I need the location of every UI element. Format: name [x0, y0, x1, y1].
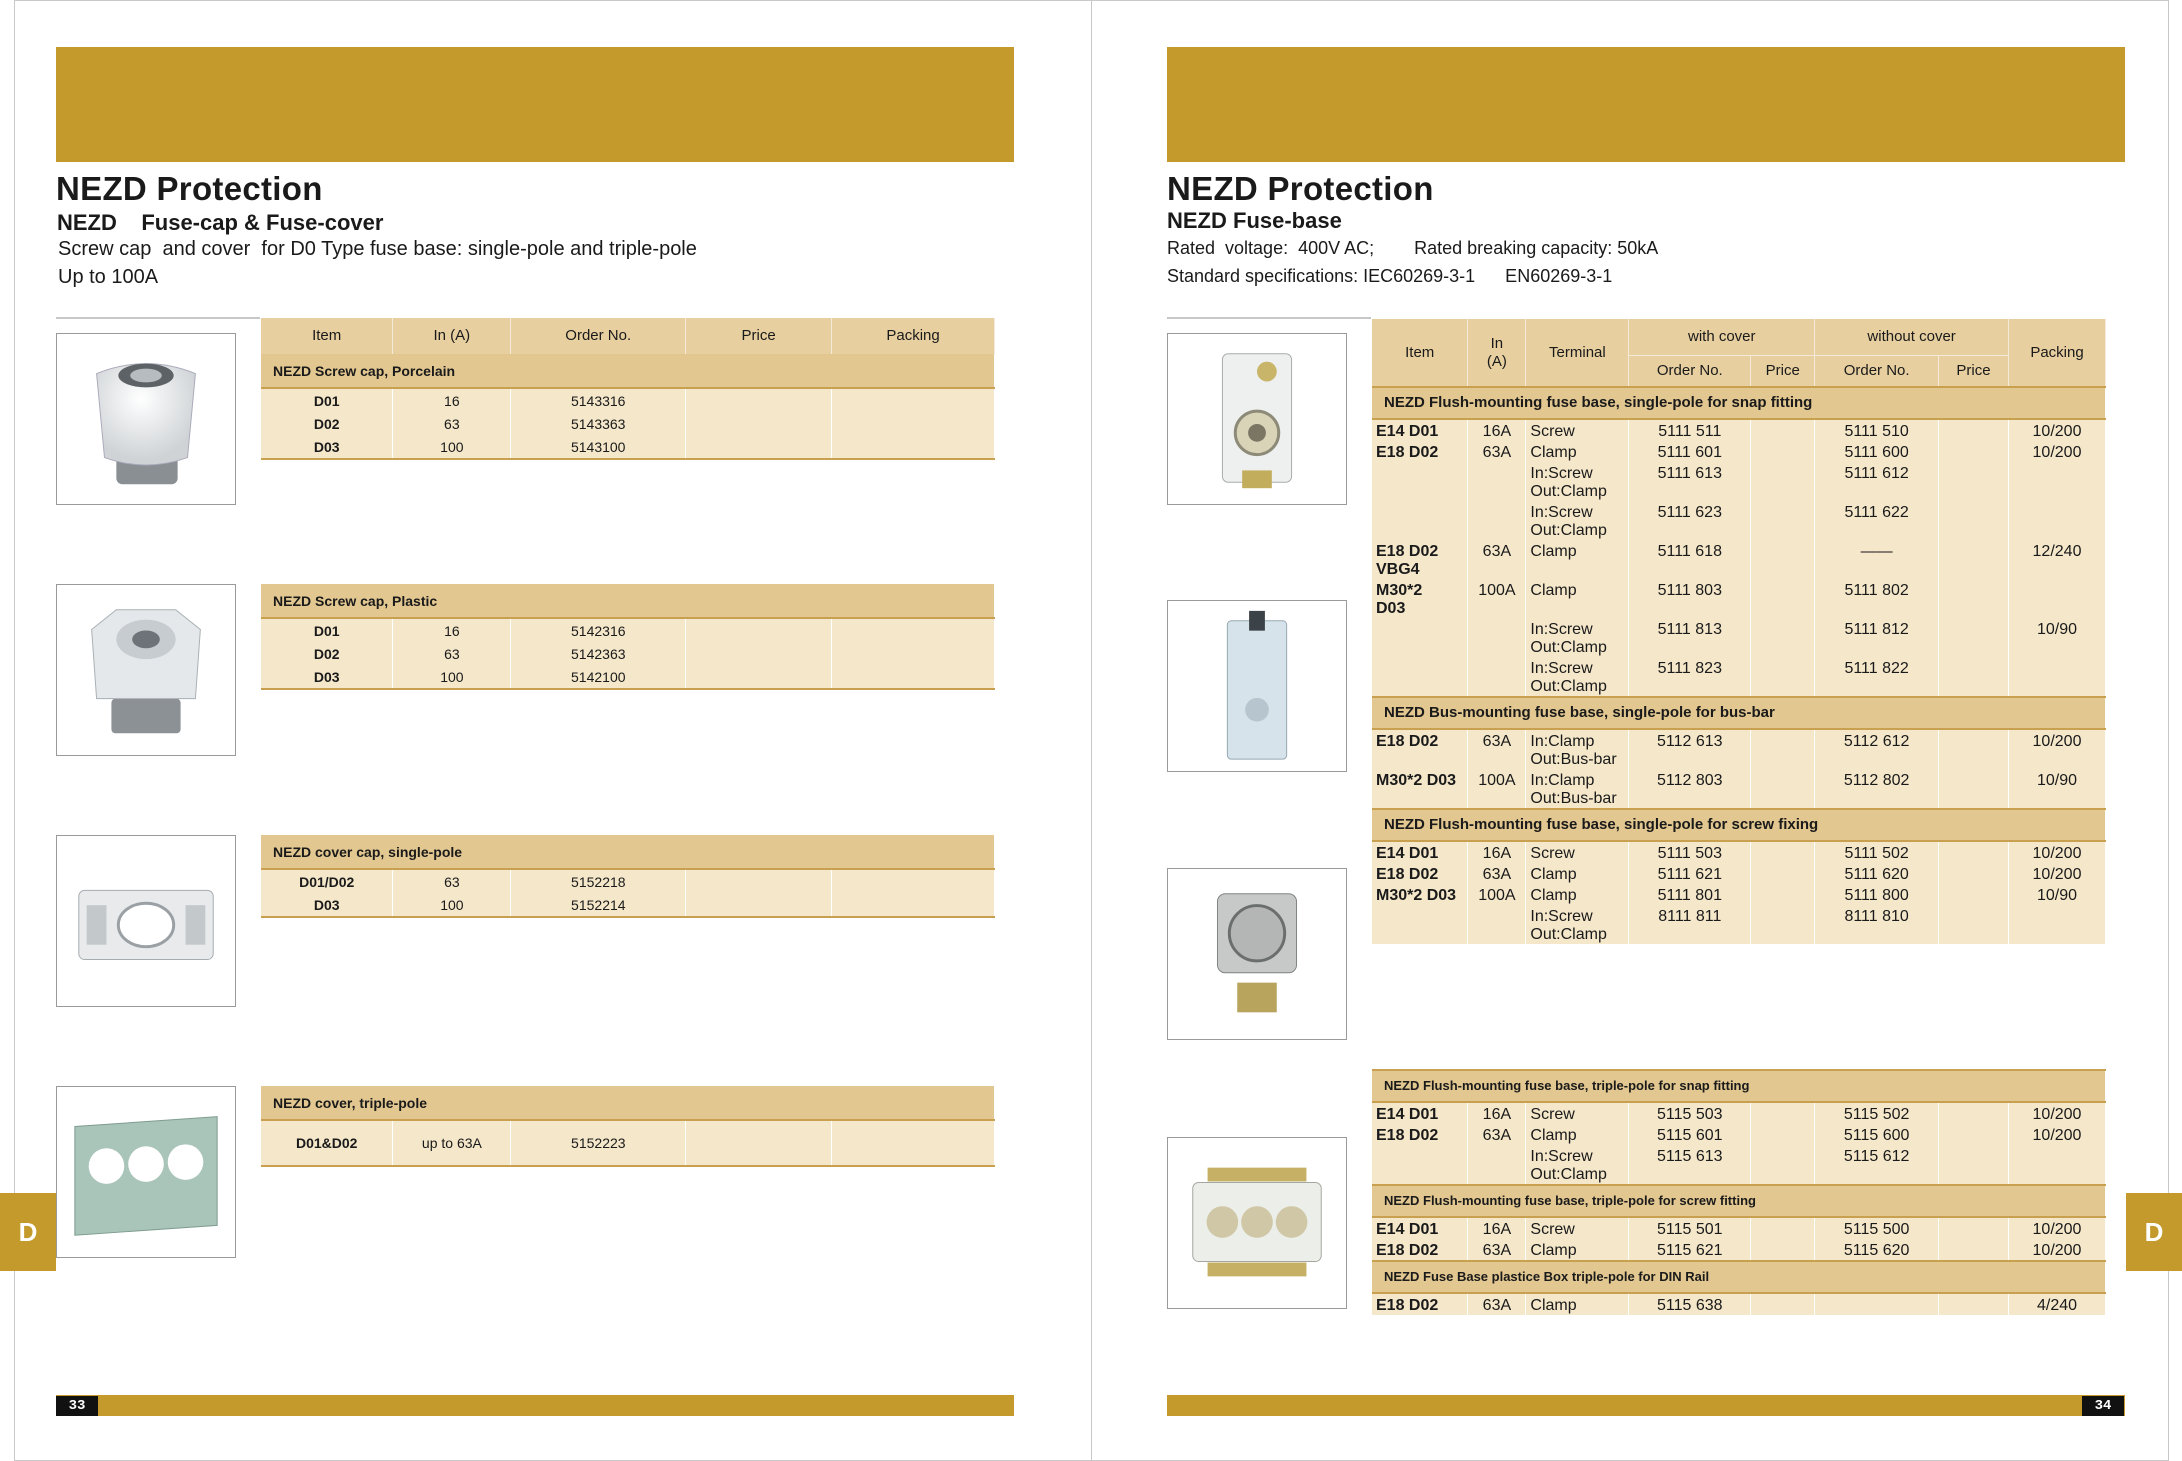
- section-title: NEZD Bus-mounting fuse base, single-pole for bus-bar: [1372, 697, 2106, 729]
- order-no-without-cover-cell: 5111 600: [1815, 441, 1939, 462]
- order-no-with-cover-cell: 5111 623: [1629, 501, 1751, 540]
- terminal-cell: In:Clamp Out:Bus-bar: [1526, 729, 1629, 769]
- order-no-without-cover-cell: 5111 622: [1815, 501, 1939, 540]
- right-footer-bar: [1167, 1395, 2125, 1416]
- item-cell: E14 D01: [1372, 841, 1468, 863]
- table-cell: D01/D02: [261, 869, 393, 893]
- price-cell: [1939, 501, 2009, 540]
- section-title: NEZD Flush-mounting fuse base, triple-pole for snap fitting: [1372, 1070, 2106, 1102]
- terminal-cell: Screw: [1526, 1102, 1629, 1124]
- table-cell: 5152223: [511, 1120, 686, 1166]
- price-cell: [1939, 540, 2009, 579]
- price-cell: [1751, 540, 1815, 579]
- single-pole-cover-cap-image: [56, 835, 236, 1007]
- packing-cell: 10/200: [2009, 863, 2106, 884]
- item-cell: E18 D02: [1372, 863, 1468, 884]
- table-cell: 5143100: [511, 435, 686, 459]
- triple-pole-fuse-base-table: [1372, 1069, 2106, 1315]
- table-row: [1372, 905, 2106, 944]
- item-cell: E14 D01: [1372, 419, 1468, 441]
- item-cell: [1372, 657, 1468, 697]
- order-no-with-cover-cell: 8111 811: [1629, 905, 1751, 944]
- column-header-price: Price: [686, 318, 832, 354]
- table-row: [1372, 884, 2106, 905]
- divider: [1167, 317, 1371, 319]
- table-row: [1372, 501, 2106, 540]
- order-no-with-cover-cell: 5115 501: [1629, 1217, 1751, 1239]
- price-cell: [1751, 841, 1815, 863]
- price-cell: [1751, 729, 1815, 769]
- column-header-packing: Packing: [2009, 319, 2106, 387]
- order-no-without-cover-cell: 5115 620: [1815, 1239, 1939, 1261]
- in-cell: 63A: [1468, 1293, 1526, 1315]
- item-cell: [1372, 501, 1468, 540]
- table-row: [1372, 729, 2106, 769]
- packing-cell: 10/200: [2008, 1124, 2105, 1145]
- column-header-packing: Packing: [832, 318, 995, 354]
- order-no-without-cover-cell: 5112 802: [1815, 769, 1939, 809]
- price-cell: [1939, 863, 2009, 884]
- terminal-cell: In:Screw Out:Clamp: [1526, 618, 1629, 657]
- table-row: [1372, 657, 2106, 697]
- table-cell: 63: [393, 412, 511, 435]
- triple-pole-fuse-base-image: [1167, 1137, 1347, 1309]
- table-row: [1372, 1239, 2106, 1261]
- order-no-without-cover-cell: [1815, 1293, 1939, 1315]
- order-no-without-cover-cell: 8111 810: [1815, 905, 1939, 944]
- terminal-cell: In:Screw Out:Clamp: [1526, 1145, 1629, 1185]
- table-cell: D03: [261, 665, 393, 689]
- terminal-cell: Clamp: [1526, 1293, 1629, 1315]
- price-cell: [1751, 1217, 1815, 1239]
- table-cell: D01: [261, 388, 393, 412]
- in-cell: 63A: [1468, 540, 1526, 579]
- snap-fitting-fuse-base-image: [1167, 333, 1347, 505]
- packing-cell: 10/200: [2009, 419, 2106, 441]
- price-cell: [1939, 841, 2009, 863]
- left-page-number: 33: [56, 1396, 98, 1416]
- left-description-line1: Screw cap and cover for D0 Type fuse base: single-pole and triple-pole: [58, 238, 697, 260]
- price-cell: [1751, 501, 1815, 540]
- left-footer-bar: [56, 1395, 1014, 1416]
- order-no-without-cover-cell: 5115 500: [1815, 1217, 1939, 1239]
- left-header-banner: [56, 47, 1014, 162]
- item-cell: [1372, 1145, 1468, 1185]
- column-header-without-cover: without cover: [1815, 319, 2009, 355]
- group-title: NEZD Screw cap, Porcelain: [261, 354, 995, 388]
- section-title: NEZD Flush-mounting fuse base, single-pole for snap fitting: [1372, 387, 2106, 419]
- packing-cell: [2008, 1145, 2105, 1185]
- price-cell: [1751, 884, 1815, 905]
- item-cell: E14 D01: [1372, 1102, 1468, 1124]
- order-no-with-cover-cell: 5115 621: [1629, 1239, 1751, 1261]
- packing-cell: 10/90: [2009, 769, 2106, 809]
- packing-cell: [2009, 462, 2106, 501]
- group-title: NEZD Screw cap, Plastic: [261, 584, 995, 618]
- table-row: [1372, 769, 2106, 809]
- triple-pole-cover-image: [56, 1086, 236, 1258]
- order-no-with-cover-cell: 5111 621: [1629, 863, 1751, 884]
- column-header-price: Price: [1939, 355, 2009, 387]
- order-no-without-cover-cell: ——: [1815, 540, 1939, 579]
- packing-cell: [2009, 657, 2106, 697]
- item-cell: E18 D02: [1372, 1124, 1468, 1145]
- table-cell: 5142316: [511, 618, 686, 642]
- packing-cell: 10/200: [2009, 441, 2106, 462]
- price-cell: [1751, 419, 1815, 441]
- item-cell: E18 D02: [1372, 1293, 1468, 1315]
- cover-triple-pole-table: [261, 1086, 995, 1167]
- table-row: [1372, 863, 2106, 884]
- in-cell: 16A: [1468, 419, 1526, 441]
- in-cell: 63A: [1468, 863, 1526, 884]
- column-header-order-no: Order No.: [1815, 355, 1939, 387]
- item-cell: [1372, 905, 1468, 944]
- cover-cap-single-pole-table: [261, 835, 995, 918]
- order-no-with-cover-cell: 5115 601: [1629, 1124, 1751, 1145]
- price-cell: [1751, 905, 1815, 944]
- table-row: [1372, 540, 2106, 579]
- price-cell: [1751, 441, 1815, 462]
- in-cell: 63A: [1468, 729, 1526, 769]
- section-tab-d-left: D: [0, 1193, 56, 1271]
- table-row: [1372, 841, 2106, 863]
- item-cell: E18 D02: [1372, 729, 1468, 769]
- price-cell: [1939, 657, 2009, 697]
- item-cell: E18 D02 VBG4: [1372, 540, 1468, 579]
- column-header-item: Item: [261, 318, 393, 354]
- in-cell: 63A: [1468, 1124, 1526, 1145]
- table-row: [1372, 579, 2106, 618]
- column-header-item: Item: [1372, 319, 1468, 387]
- order-no-without-cover-cell: 5111 800: [1815, 884, 1939, 905]
- price-cell: [1751, 579, 1815, 618]
- right-page-title: NEZD Protection: [1167, 170, 1434, 207]
- price-cell: [1939, 905, 2009, 944]
- section-title: NEZD Fuse Base plastice Box triple-pole for DIN Rail: [1372, 1261, 2106, 1293]
- price-cell: [1939, 884, 2009, 905]
- table-cell: up to 63A: [393, 1120, 511, 1166]
- item-cell: M30*2 D03: [1372, 884, 1468, 905]
- table-row: [1372, 1124, 2106, 1145]
- table-cell: 100: [393, 893, 511, 917]
- price-cell: [1751, 618, 1815, 657]
- price-cell: [1939, 1145, 2009, 1185]
- table-cell: 5142100: [511, 665, 686, 689]
- price-cell: [1939, 441, 2009, 462]
- left-description-line2: Up to 100A: [58, 266, 159, 288]
- in-cell: [1468, 905, 1526, 944]
- price-cell: [1939, 1217, 2009, 1239]
- column-header-in: In (A): [1468, 319, 1526, 387]
- price-cell: [1939, 462, 2009, 501]
- price-cell: [1751, 462, 1815, 501]
- order-no-without-cover-cell: 5111 502: [1815, 841, 1939, 863]
- terminal-cell: In:Screw Out:Clamp: [1526, 657, 1629, 697]
- item-cell: E14 D01: [1372, 1217, 1468, 1239]
- price-cell: [1751, 769, 1815, 809]
- terminal-cell: Clamp: [1526, 884, 1629, 905]
- terminal-cell: Screw: [1526, 419, 1629, 441]
- table-cell: 5143316: [511, 388, 686, 412]
- price-cell: [1939, 1124, 2009, 1145]
- item-cell: [1372, 462, 1468, 501]
- price-cell: [1751, 863, 1815, 884]
- order-no-with-cover-cell: 5111 813: [1629, 618, 1751, 657]
- table-row: [1372, 1293, 2106, 1315]
- table-row: [1372, 441, 2106, 462]
- packing-cell: 10/90: [2009, 884, 2106, 905]
- order-no-with-cover-cell: 5111 823: [1629, 657, 1751, 697]
- group-title: NEZD cover cap, single-pole: [261, 835, 995, 869]
- terminal-cell: In:Screw Out:Clamp: [1526, 905, 1629, 944]
- table-row: [1372, 1145, 2106, 1185]
- price-cell: [1939, 618, 2009, 657]
- table-cell: D01: [261, 618, 393, 642]
- packing-cell: 10/200: [2008, 1102, 2105, 1124]
- price-cell: [1939, 729, 2009, 769]
- table-cell: 63: [393, 869, 511, 893]
- table-cell: D02: [261, 642, 393, 665]
- terminal-cell: In:Screw Out:Clamp: [1526, 462, 1629, 501]
- price-cell: [1751, 1145, 1815, 1185]
- section-title: NEZD Flush-mounting fuse base, single-pole for screw fixing: [1372, 809, 2106, 841]
- terminal-cell: Screw: [1526, 1217, 1629, 1239]
- terminal-cell: Clamp: [1526, 540, 1629, 579]
- screw-cap-plastic-table: [261, 584, 995, 690]
- item-cell: E18 D02: [1372, 441, 1468, 462]
- divider: [56, 317, 260, 319]
- plastic-screw-cap-image: [56, 584, 236, 756]
- table-cell: D02: [261, 412, 393, 435]
- right-header-banner: [1167, 47, 2125, 162]
- terminal-cell: Clamp: [1526, 863, 1629, 884]
- table-cell: 16: [393, 388, 511, 412]
- table-cell: 63: [393, 642, 511, 665]
- order-no-with-cover-cell: 5111 613: [1629, 462, 1751, 501]
- in-cell: 16A: [1468, 1102, 1526, 1124]
- price-cell: [1751, 1124, 1815, 1145]
- price-cell: [1751, 1293, 1815, 1315]
- in-cell: 100A: [1468, 579, 1526, 618]
- packing-cell: 12/240: [2009, 540, 2106, 579]
- table-row: [1372, 462, 2106, 501]
- table-cell: 100: [393, 435, 511, 459]
- table-row: [1372, 419, 2106, 441]
- table-cell: 5152218: [511, 869, 686, 893]
- in-cell: [1468, 501, 1526, 540]
- order-no-with-cover-cell: 5111 503: [1629, 841, 1751, 863]
- order-no-without-cover-cell: 5115 502: [1815, 1102, 1939, 1124]
- table-cell: 5143363: [511, 412, 686, 435]
- price-cell: [1939, 769, 2009, 809]
- order-no-with-cover-cell: 5111 801: [1629, 884, 1751, 905]
- left-page-subtitle: NEZD Fuse-cap & Fuse-cover: [57, 210, 384, 235]
- packing-cell: [2009, 579, 2106, 618]
- right-page-number: 34: [2082, 1396, 2124, 1416]
- order-no-without-cover-cell: 5111 510: [1815, 419, 1939, 441]
- column-header-order-no: Order No.: [511, 318, 686, 354]
- order-no-with-cover-cell: 5112 613: [1629, 729, 1751, 769]
- item-cell: M30*2 D03: [1372, 579, 1468, 618]
- column-header-terminal: Terminal: [1526, 319, 1629, 387]
- order-no-without-cover-cell: 5112 612: [1815, 729, 1939, 769]
- standard-specifications: Standard specifications: IEC60269-3-1 EN60269-3-1: [1167, 266, 1613, 286]
- order-no-with-cover-cell: 5115 613: [1629, 1145, 1751, 1185]
- in-cell: 63A: [1468, 1239, 1526, 1261]
- table-cell: D03: [261, 893, 393, 917]
- order-no-with-cover-cell: 5111 511: [1629, 419, 1751, 441]
- section-title: NEZD Flush-mounting fuse base, triple-pole for screw fitting: [1372, 1185, 2106, 1217]
- price-cell: [1939, 1239, 2009, 1261]
- order-no-without-cover-cell: 5111 812: [1815, 618, 1939, 657]
- order-no-without-cover-cell: 5111 802: [1815, 579, 1939, 618]
- group-title: NEZD cover, triple-pole: [261, 1086, 995, 1120]
- in-cell: 16A: [1468, 1217, 1526, 1239]
- order-no-with-cover-cell: 5115 638: [1629, 1293, 1751, 1315]
- rated-values: Rated voltage: 400V AC; Rated breaking capacity: 50kA: [1167, 238, 1659, 258]
- price-cell: [1939, 1293, 2009, 1315]
- screw-fixing-fuse-base-image: [1167, 868, 1347, 1040]
- price-cell: [1939, 1102, 2009, 1124]
- in-cell: [1468, 1145, 1526, 1185]
- order-no-without-cover-cell: 5115 612: [1815, 1145, 1939, 1185]
- table-row: [1372, 618, 2106, 657]
- price-cell: [1751, 1102, 1815, 1124]
- table-cell: 5152214: [511, 893, 686, 917]
- terminal-cell: Clamp: [1526, 1239, 1629, 1261]
- item-cell: [1372, 618, 1468, 657]
- price-cell: [1751, 657, 1815, 697]
- price-cell: [1939, 419, 2009, 441]
- fuse-base-table: [1372, 319, 2106, 944]
- terminal-cell: Screw: [1526, 841, 1629, 863]
- column-header-order-no: Order No.: [1629, 355, 1751, 387]
- packing-cell: [2009, 905, 2106, 944]
- in-cell: 100A: [1468, 884, 1526, 905]
- packing-cell: 10/200: [2008, 1217, 2105, 1239]
- in-cell: 100A: [1468, 769, 1526, 809]
- table-cell: D01&D02: [261, 1120, 393, 1166]
- bus-mounting-fuse-base-image: [1167, 600, 1347, 772]
- porcelain-screw-cap-image: [56, 333, 236, 505]
- order-no-without-cover-cell: 5115 600: [1815, 1124, 1939, 1145]
- packing-cell: 10/200: [2008, 1239, 2105, 1261]
- table-row: [1372, 1217, 2106, 1239]
- order-no-with-cover-cell: 5111 601: [1629, 441, 1751, 462]
- column-header-in: In (A): [393, 318, 511, 354]
- terminal-cell: In:Screw Out:Clamp: [1526, 501, 1629, 540]
- in-cell: [1468, 618, 1526, 657]
- packing-cell: 10/90: [2009, 618, 2106, 657]
- in-cell: [1468, 462, 1526, 501]
- order-no-with-cover-cell: 5112 803: [1629, 769, 1751, 809]
- column-header-with-cover: with cover: [1629, 319, 1815, 355]
- order-no-without-cover-cell: 5111 612: [1815, 462, 1939, 501]
- column-header-price: Price: [1751, 355, 1815, 387]
- terminal-cell: In:Clamp Out:Bus-bar: [1526, 769, 1629, 809]
- packing-cell: 10/200: [2009, 729, 2106, 769]
- item-cell: M30*2 D03: [1372, 769, 1468, 809]
- price-cell: [1751, 1239, 1815, 1261]
- order-no-without-cover-cell: 5111 822: [1815, 657, 1939, 697]
- packing-cell: 10/200: [2009, 841, 2106, 863]
- section-tab-d-right: D: [2126, 1193, 2182, 1271]
- table-cell: 5142363: [511, 642, 686, 665]
- item-cell: E18 D02: [1372, 1239, 1468, 1261]
- packing-cell: 4/240: [2008, 1293, 2105, 1315]
- terminal-cell: Clamp: [1526, 441, 1629, 462]
- terminal-cell: Clamp: [1526, 579, 1629, 618]
- in-cell: [1468, 657, 1526, 697]
- left-page-title: NEZD Protection: [56, 170, 323, 207]
- table-cell: 16: [393, 618, 511, 642]
- screw-cap-porcelain-table: [261, 318, 995, 460]
- order-no-with-cover-cell: 5111 803: [1629, 579, 1751, 618]
- in-cell: 16A: [1468, 841, 1526, 863]
- table-cell: 100: [393, 665, 511, 689]
- terminal-cell: Clamp: [1526, 1124, 1629, 1145]
- packing-cell: [2009, 501, 2106, 540]
- order-no-without-cover-cell: 5111 620: [1815, 863, 1939, 884]
- in-cell: 63A: [1468, 441, 1526, 462]
- table-cell: D03: [261, 435, 393, 459]
- order-no-with-cover-cell: 5111 618: [1629, 540, 1751, 579]
- right-page-subtitle: NEZD Fuse-base: [1167, 208, 1342, 233]
- table-row: [1372, 1102, 2106, 1124]
- order-no-with-cover-cell: 5115 503: [1629, 1102, 1751, 1124]
- price-cell: [1939, 579, 2009, 618]
